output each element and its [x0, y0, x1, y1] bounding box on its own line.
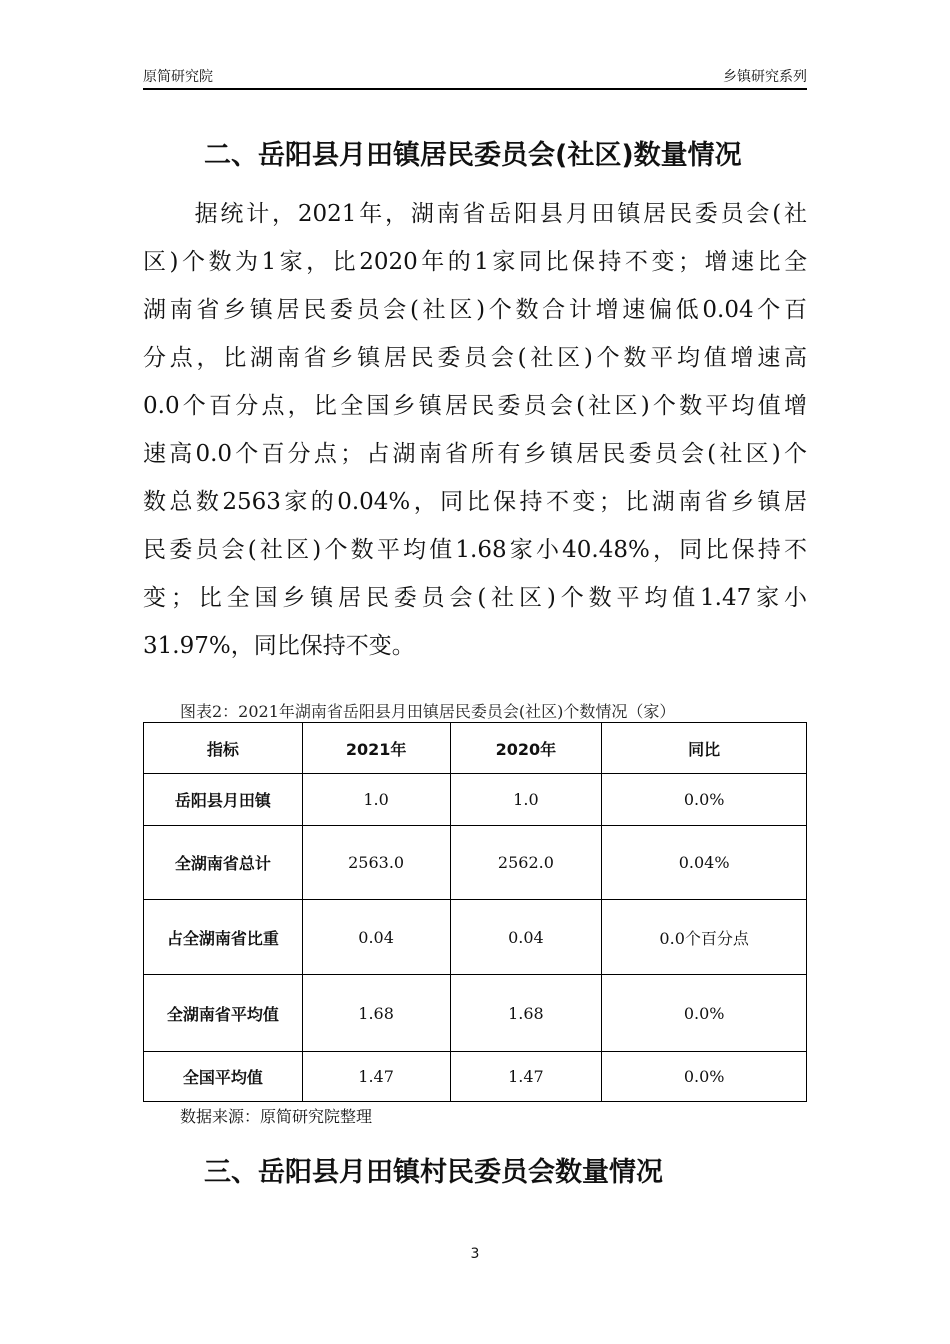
paragraph-line: 31.97%，同比保持不变。 [143, 633, 415, 659]
row-label: 岳阳县月田镇 [144, 774, 303, 826]
table-cell: 0.04 [302, 900, 450, 975]
table-header-row [144, 723, 807, 774]
body-paragraph [143, 190, 807, 670]
paragraph-line: 数总数2563家的0.04%，同比保持不变；比湖南省乡镇居 [143, 489, 807, 515]
table-row [144, 1052, 807, 1102]
paragraph-line: 速高0.0个百分点；占湖南省所有乡镇居民委员会(社区)个 [143, 441, 807, 467]
header-cell: 指标 [144, 723, 303, 774]
row-label: 全湖南省总计 [144, 826, 303, 900]
paragraph-line: 变；比全国乡镇居民委员会(社区)个数平均值1.47家小 [143, 585, 807, 611]
paragraph-line: 0.0个百分点，比全国乡镇居民委员会(社区)个数平均值增 [143, 393, 807, 419]
table-cell: 1.68 [302, 975, 450, 1052]
paragraph-line: 湖南省乡镇居民委员会(社区)个数合计增速偏低0.04个百 [143, 297, 807, 323]
data-table [143, 722, 807, 1102]
table-cell: 2563.0 [302, 826, 450, 900]
paragraph-line: 据统计，2021年，湖南省岳阳县月田镇居民委员会(社 [143, 201, 807, 227]
table-cell: 0.0% [602, 1052, 807, 1102]
table-cell: 0.04% [602, 826, 807, 900]
section-2-title: 二、岳阳县月田镇居民委员会(社区)数量情况 [204, 140, 742, 171]
header-cell: 2021年 [302, 723, 450, 774]
table-cell: 1.0 [450, 774, 602, 826]
table-cell: 0.0% [602, 774, 807, 826]
table-cell: 1.47 [450, 1052, 602, 1102]
row-label: 全国平均值 [144, 1052, 303, 1102]
table-cell: 0.04 [450, 900, 602, 975]
table-row [144, 774, 807, 826]
table-cell: 0.0% [602, 975, 807, 1052]
row-label: 占全湖南省比重 [144, 900, 303, 975]
table-cell: 1.68 [450, 975, 602, 1052]
header-cell: 同比 [602, 723, 807, 774]
header-cell: 2020年 [450, 723, 602, 774]
header-left-text: 原简研究院 [143, 69, 213, 85]
table-row [144, 975, 807, 1052]
table-cell: 2562.0 [450, 826, 602, 900]
table-cell: 0.0个百分点 [602, 900, 807, 975]
page-number: 3 [470, 1246, 480, 1262]
table-row [144, 826, 807, 900]
paragraph-line: 民委员会(社区)个数平均值1.68家小40.48%，同比保持不 [143, 537, 807, 563]
header-right-text: 乡镇研究系列 [723, 69, 807, 85]
table-cell: 1.0 [302, 774, 450, 826]
paragraph-line: 区)个数为1家，比2020年的1家同比保持不变；增速比全 [143, 249, 807, 275]
table-cell: 1.47 [302, 1052, 450, 1102]
paragraph-line: 分点，比湖南省乡镇居民委员会(社区)个数平均值增速高 [143, 345, 807, 371]
row-label: 全湖南省平均值 [144, 975, 303, 1052]
table-caption: 图表2：2021年湖南省岳阳县月田镇居民委员会(社区)个数情况（家） [180, 702, 676, 721]
page-header [143, 66, 807, 90]
table-row [144, 900, 807, 975]
data-source-note: 数据来源：原简研究院整理 [180, 1107, 373, 1126]
section-3-title: 三、岳阳县月田镇村民委员会数量情况 [204, 1157, 663, 1188]
